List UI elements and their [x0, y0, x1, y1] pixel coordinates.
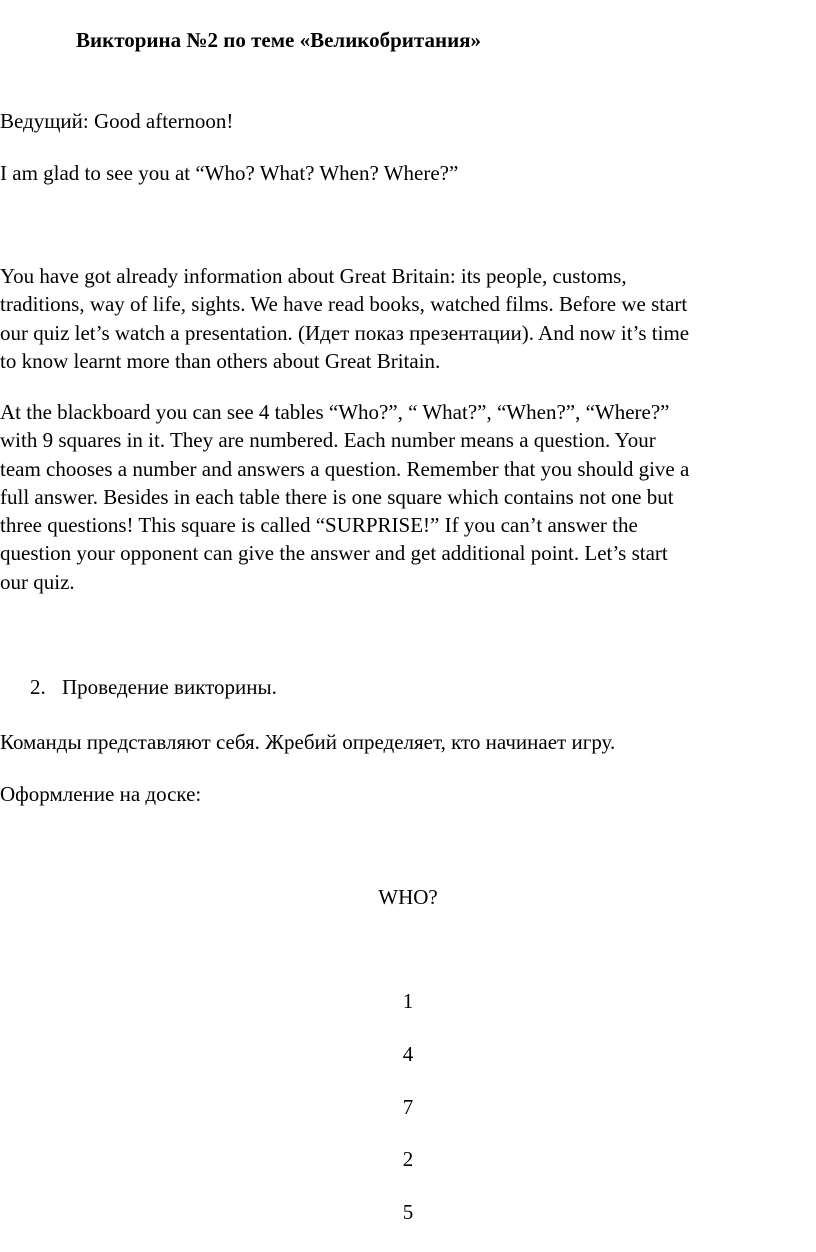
question-number: 7 — [402, 1094, 414, 1119]
list-number: 2. — [30, 675, 46, 699]
paragraph-line: with 9 squares in it. They are numbered. Each number means a question. Your — [0, 428, 656, 453]
intro-line: I am glad to see you at “Who? What? When? Where?” — [0, 161, 459, 185]
numbered-list-item — [30, 673, 277, 701]
paragraph-line: team chooses a number and answers a question. Remember that you should give a — [0, 456, 690, 481]
question-number: 2 — [402, 1147, 414, 1172]
paragraph-line: our quiz let’s watch a presentation. (Идет показ презентации). And now it’s time — [0, 320, 690, 345]
paragraph-line: three questions! This square is called “SURPRISE!” If you can’t answer the — [0, 513, 638, 538]
paragraph-line: At the blackboard you can see 4 tables “Who?”, “ What?”, “When?”, “Where?” — [0, 400, 670, 424]
question-number: 5 — [402, 1200, 414, 1225]
paragraph-line: question your opponent can give the answer and get additional point. Let’s start — [0, 541, 668, 566]
paragraph-rules — [0, 398, 806, 596]
document-title: Викторина №2 по теме «Великобритания» — [76, 28, 482, 52]
board-line: Оформление на доске: — [0, 782, 202, 806]
paragraph-line: to know learnt more than others about Great Britain. — [0, 348, 441, 373]
paragraph-line: traditions, way of life, sights. We have read books, watched films. Before we start — [0, 292, 688, 317]
paragraph-line: full answer. Besides in each table there is one square which contains not one but — [0, 484, 674, 509]
list-item-text: Проведение викторины. — [62, 675, 277, 699]
teams-line: Команды представляют себя. Жребий определяет, кто начинает игру. — [0, 730, 616, 754]
question-number: 4 — [402, 1041, 414, 1066]
paragraph-line: our quiz. — [0, 569, 75, 594]
greeting-line: Ведущий: Good afternoon! — [0, 109, 234, 133]
question-numbers — [0, 987, 816, 1251]
paragraph-line: You have got already information about Great Britain: its people, customs, — [0, 264, 627, 288]
table-heading: WHO? — [378, 885, 438, 909]
question-number: 1 — [402, 989, 414, 1013]
paragraph-presentation — [0, 262, 806, 375]
